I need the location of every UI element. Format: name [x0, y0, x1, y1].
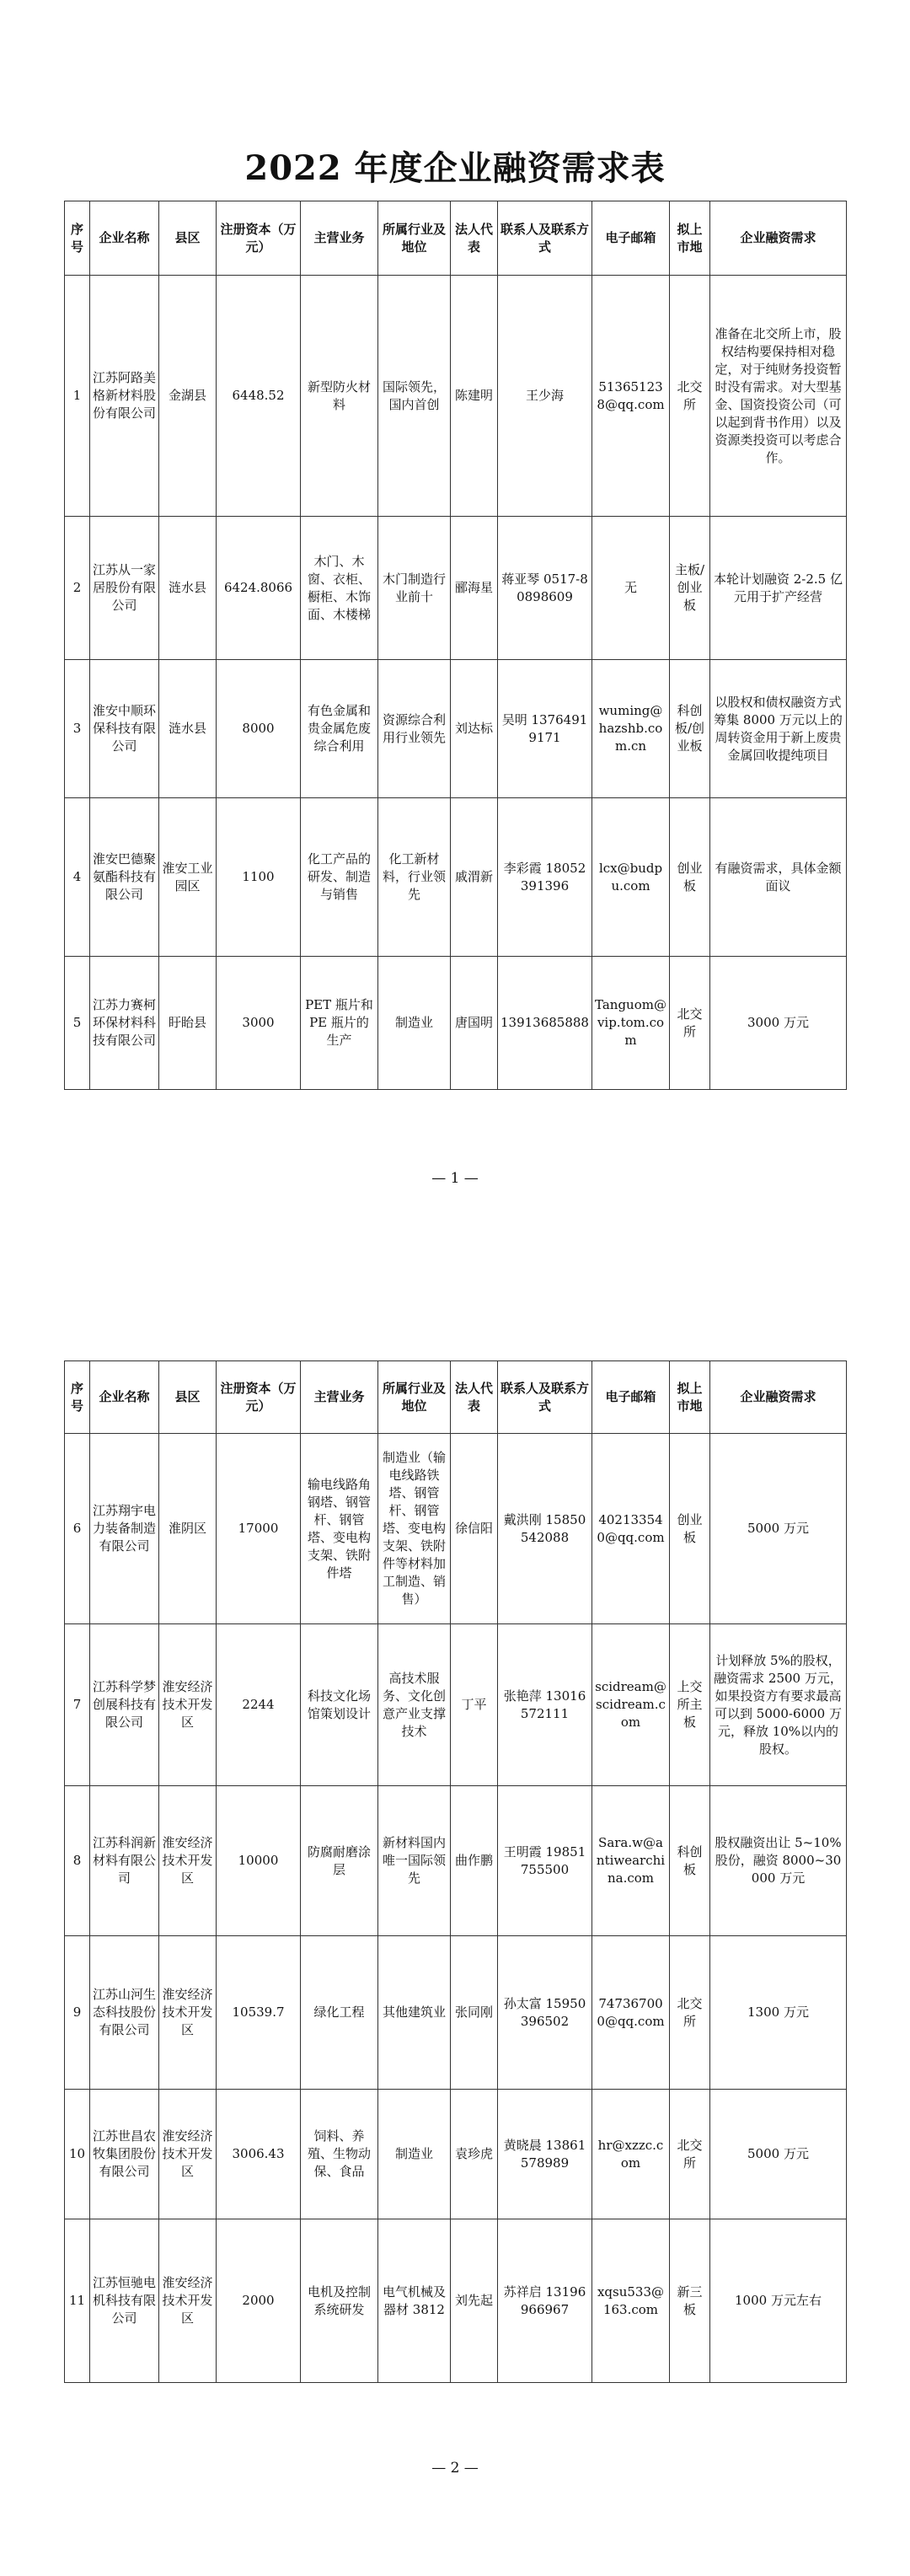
- table-row: [65, 1624, 847, 1786]
- cell-need: 以股权和债权融资方式筹集 8000 万元以上的周转资金用于新上废贵金属回收提纯项目: [710, 660, 847, 798]
- table-row: [65, 1434, 847, 1624]
- cell-company: 淮安中顺环保科技有限公司: [90, 660, 159, 798]
- header-industry: 所属行业及地位: [378, 201, 451, 276]
- table-row: [65, 2090, 847, 2219]
- cell-legal: 戚渭新: [451, 798, 498, 957]
- cell-no: 9: [65, 1936, 90, 2090]
- cell-capital: 3006.43: [217, 2090, 301, 2219]
- cell-business: 输电线路角钢塔、钢管杆、钢管塔、变电构支架、铁附件塔: [301, 1434, 378, 1624]
- cell-need: 本轮计划融资 2-2.5 亿元用于扩产经营: [710, 517, 847, 660]
- cell-email: 无: [592, 517, 670, 660]
- cell-contact: 戴洪刚 15850542088: [498, 1434, 592, 1624]
- cell-legal: 徐信阳: [451, 1434, 498, 1624]
- cell-market: 上交所主板: [670, 1624, 710, 1786]
- header-company: 企业名称: [90, 1361, 159, 1434]
- cell-no: 8: [65, 1786, 90, 1936]
- cell-capital: 10539.7: [217, 1936, 301, 2090]
- cell-email: 513651238@qq.com: [592, 276, 670, 517]
- cell-legal: 陈建明: [451, 276, 498, 517]
- cell-market: 创业板: [670, 798, 710, 957]
- cell-capital: 1100: [217, 798, 301, 957]
- header-need: 企业融资需求: [710, 1361, 847, 1434]
- cell-company: 江苏世昌农牧集团股份有限公司: [90, 2090, 159, 2219]
- cell-legal: 唐国明: [451, 957, 498, 1090]
- cell-business: 有色金属和贵金属危废综合利用: [301, 660, 378, 798]
- cell-industry: 化工新材料，行业领先: [378, 798, 451, 957]
- cell-email: 747367000@qq.com: [592, 1936, 670, 2090]
- header-capital: 注册资本（万元）: [217, 1361, 301, 1434]
- cell-company: 江苏恒驰电机科技有限公司: [90, 2219, 159, 2383]
- table-row: [65, 517, 847, 660]
- cell-county: 涟水县: [159, 660, 217, 798]
- cell-market: 创业板: [670, 1434, 710, 1624]
- header-county: 县区: [159, 1361, 217, 1434]
- cell-county: 淮安经济技术开发区: [159, 2219, 217, 2383]
- cell-email: lcx@budpu.com: [592, 798, 670, 957]
- header-contact: 联系人及联系方式: [498, 1361, 592, 1434]
- cell-no: 1: [65, 276, 90, 517]
- cell-need: 股权融资出让 5~10%股份，融资 8000~30000 万元: [710, 1786, 847, 1936]
- table-row: [65, 276, 847, 517]
- cell-business: 木门、木窗、衣柜、橱柜、木饰面、木楼梯: [301, 517, 378, 660]
- cell-company: 江苏力赛柯环保材料科技有限公司: [90, 957, 159, 1090]
- header-county: 县区: [159, 201, 217, 276]
- header-email: 电子邮箱: [592, 1361, 670, 1434]
- cell-no: 5: [65, 957, 90, 1090]
- cell-industry: 高技术服务、文化创意产业支撑技术: [378, 1624, 451, 1786]
- cell-no: 11: [65, 2219, 90, 2383]
- header-no: 序号: [65, 201, 90, 276]
- cell-contact: 张艳萍 13016572111: [498, 1624, 592, 1786]
- cell-capital: 2000: [217, 2219, 301, 2383]
- cell-need: 3000 万元: [710, 957, 847, 1090]
- table-row: [65, 957, 847, 1090]
- cell-capital: 3000: [217, 957, 301, 1090]
- cell-capital: 6448.52: [217, 276, 301, 517]
- page-title: 2022 年度企业融资需求表: [244, 148, 666, 188]
- cell-industry: 新材料国内唯一国际领先: [378, 1786, 451, 1936]
- cell-business: 防腐耐磨涂层: [301, 1786, 378, 1936]
- cell-business: 科技文化场馆策划设计: [301, 1624, 378, 1786]
- cell-business: 化工产品的研发、制造与销售: [301, 798, 378, 957]
- cell-capital: 2244: [217, 1624, 301, 1786]
- cell-no: 7: [65, 1624, 90, 1786]
- cell-business: 电机及控制系统研发: [301, 2219, 378, 2383]
- cell-market: 北交所: [670, 957, 710, 1090]
- cell-need: 1000 万元左右: [710, 2219, 847, 2383]
- cell-email: Sara.w@antiwearchina.com: [592, 1786, 670, 1936]
- cell-county: 淮安经济技术开发区: [159, 1936, 217, 2090]
- cell-legal: 袁珍虎: [451, 2090, 498, 2219]
- cell-email: 402133540@qq.com: [592, 1434, 670, 1624]
- cell-email: hr@xzzc.com: [592, 2090, 670, 2219]
- header-company: 企业名称: [90, 201, 159, 276]
- financing-table-page-2: [64, 1360, 847, 2383]
- cell-company: 江苏山河生态科技股份有限公司: [90, 1936, 159, 2090]
- cell-company: 江苏翔宇电力装备制造有限公司: [90, 1434, 159, 1624]
- table-header-row: [65, 1361, 847, 1434]
- cell-market: 主板/创业板: [670, 517, 710, 660]
- cell-contact: 王明霞 19851755500: [498, 1786, 592, 1936]
- header-capital: 注册资本（万元）: [217, 201, 301, 276]
- cell-business: PET 瓶片和 PE 瓶片的生产: [301, 957, 378, 1090]
- cell-contact: 蒋亚琴 0517-80898609: [498, 517, 592, 660]
- cell-need: 准备在北交所上市，股权结构要保持相对稳定，对于纯财务投资暂时没有需求。对大型基金、国资投资公司（可以起到背书作用）以及资源类投资可以考虑合作。: [710, 276, 847, 517]
- cell-industry: 制造业（输电线路铁塔、钢管杆、钢管塔、变电构支架、铁附件等材料加工制造、销售）: [378, 1434, 451, 1624]
- cell-company: 淮安巴德聚氨酯科技有限公司: [90, 798, 159, 957]
- cell-market: 北交所: [670, 1936, 710, 2090]
- cell-no: 2: [65, 517, 90, 660]
- cell-county: 淮安经济技术开发区: [159, 1786, 217, 1936]
- table-row: [65, 660, 847, 798]
- cell-email: scidream@scidream.com: [592, 1624, 670, 1786]
- cell-legal: 刘达标: [451, 660, 498, 798]
- cell-need: 5000 万元: [710, 1434, 847, 1624]
- header-need: 企业融资需求: [710, 201, 847, 276]
- financing-table-page-1: [64, 201, 847, 1090]
- page-number-2: — 2 —: [431, 2460, 479, 2477]
- cell-legal: 曲作鹏: [451, 1786, 498, 1936]
- cell-county: 盱眙县: [159, 957, 217, 1090]
- header-business: 主营业务: [301, 201, 378, 276]
- cell-county: 金湖县: [159, 276, 217, 517]
- cell-industry: 其他建筑业: [378, 1936, 451, 2090]
- header-contact: 联系人及联系方式: [498, 201, 592, 276]
- cell-county: 淮安经济技术开发区: [159, 1624, 217, 1786]
- cell-market: 科创板: [670, 1786, 710, 1936]
- cell-contact: 13913685888: [498, 957, 592, 1090]
- cell-industry: 制造业: [378, 957, 451, 1090]
- cell-email: Tanguom@vip.tom.com: [592, 957, 670, 1090]
- cell-legal: 郦海星: [451, 517, 498, 660]
- cell-industry: 资源综合利用行业领先: [378, 660, 451, 798]
- cell-legal: 丁平: [451, 1624, 498, 1786]
- cell-legal: 刘先起: [451, 2219, 498, 2383]
- cell-market: 北交所: [670, 276, 710, 517]
- cell-no: 6: [65, 1434, 90, 1624]
- cell-need: 1300 万元: [710, 1936, 847, 2090]
- cell-no: 10: [65, 2090, 90, 2219]
- cell-contact: 吴明 13764919171: [498, 660, 592, 798]
- header-email: 电子邮箱: [592, 201, 670, 276]
- header-business: 主营业务: [301, 1361, 378, 1434]
- page-number-1: — 1 —: [431, 1170, 479, 1187]
- header-market: 拟上市地: [670, 201, 710, 276]
- table-row: [65, 1786, 847, 1936]
- cell-market: 北交所: [670, 2090, 710, 2219]
- cell-capital: 10000: [217, 1786, 301, 1936]
- header-legal: 法人代表: [451, 201, 498, 276]
- table-row: [65, 1936, 847, 2090]
- cell-email: xqsu533@163.com: [592, 2219, 670, 2383]
- cell-contact: 孙太富 15950396502: [498, 1936, 592, 2090]
- cell-county: 淮阴区: [159, 1434, 217, 1624]
- cell-email: wuming@hazshb.com.cn: [592, 660, 670, 798]
- header-industry: 所属行业及地位: [378, 1361, 451, 1434]
- table-row: [65, 798, 847, 957]
- table-header-row: [65, 201, 847, 276]
- cell-contact: 黄晓晨 13861578989: [498, 2090, 592, 2219]
- cell-market: 新三板: [670, 2219, 710, 2383]
- cell-contact: 王少海: [498, 276, 592, 517]
- cell-no: 4: [65, 798, 90, 957]
- table-row: [65, 2219, 847, 2383]
- cell-business: 新型防火材料: [301, 276, 378, 517]
- header-legal: 法人代表: [451, 1361, 498, 1434]
- cell-industry: 电气机械及器材 3812: [378, 2219, 451, 2383]
- header-no: 序号: [65, 1361, 90, 1434]
- cell-need: 5000 万元: [710, 2090, 847, 2219]
- cell-no: 3: [65, 660, 90, 798]
- cell-capital: 17000: [217, 1434, 301, 1624]
- cell-contact: 李彩霞 18052391396: [498, 798, 592, 957]
- header-market: 拟上市地: [670, 1361, 710, 1434]
- cell-contact: 苏祥启 13196966967: [498, 2219, 592, 2383]
- cell-capital: 6424.8066: [217, 517, 301, 660]
- cell-county: 淮安工业园区: [159, 798, 217, 957]
- cell-industry: 国际领先，国内首创: [378, 276, 451, 517]
- cell-business: 绿化工程: [301, 1936, 378, 2090]
- cell-company: 江苏科润新材料有限公司: [90, 1786, 159, 1936]
- cell-county: 涟水县: [159, 517, 217, 660]
- cell-industry: 制造业: [378, 2090, 451, 2219]
- cell-company: 江苏从一家居股份有限公司: [90, 517, 159, 660]
- cell-capital: 8000: [217, 660, 301, 798]
- cell-business: 饲料、养殖、生物动保、食品: [301, 2090, 378, 2219]
- cell-industry: 木门制造行业前十: [378, 517, 451, 660]
- cell-legal: 张同刚: [451, 1936, 498, 2090]
- cell-company: 江苏阿路美格新材料股份有限公司: [90, 276, 159, 517]
- cell-company: 江苏科学梦创展科技有限公司: [90, 1624, 159, 1786]
- cell-need: 有融资需求，具体金额面议: [710, 798, 847, 957]
- cell-county: 淮安经济技术开发区: [159, 2090, 217, 2219]
- cell-market: 科创板/创业板: [670, 660, 710, 798]
- cell-need: 计划释放 5%的股权，融资需求 2500 万元，如果投资方有要求最高可以到 5000-6000 万元，释放 10%以内的股权。: [710, 1624, 847, 1786]
